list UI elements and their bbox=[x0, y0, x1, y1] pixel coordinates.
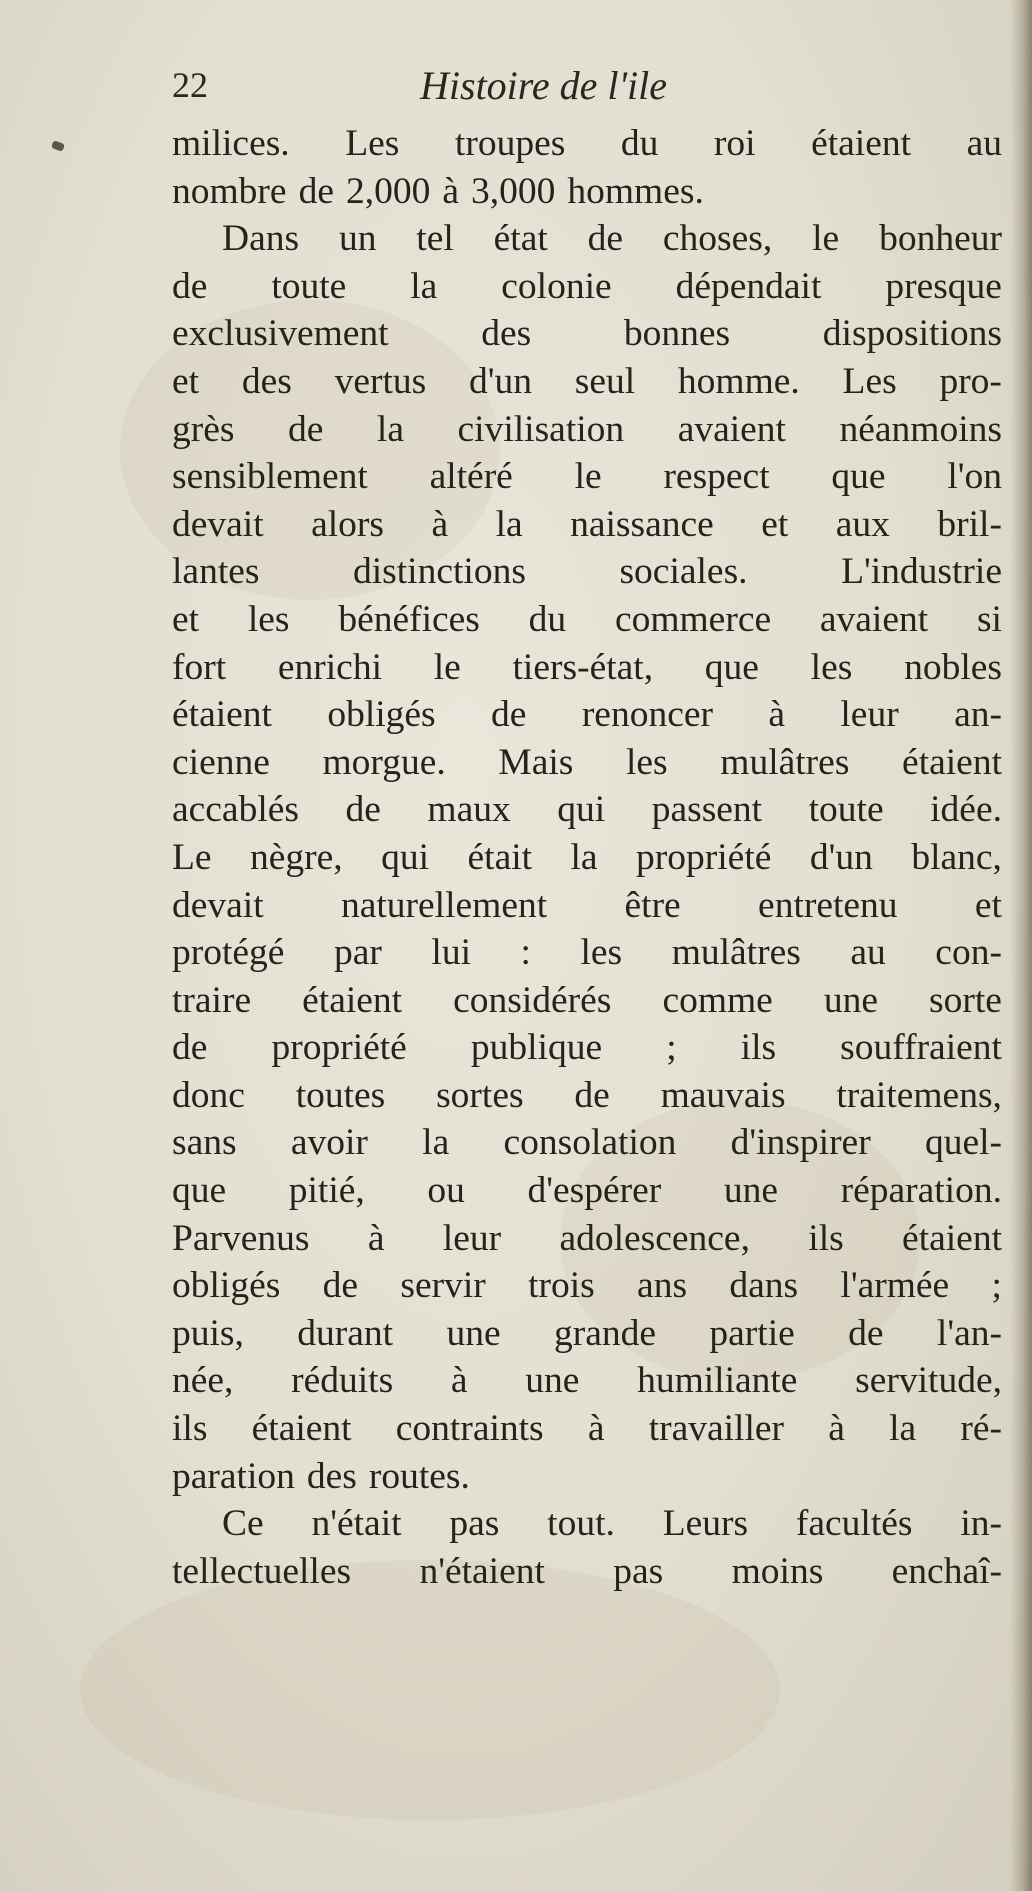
text-line: sensiblement altéré le respect que l'on bbox=[172, 456, 1002, 498]
text-line: devait naturellement être entretenu et bbox=[172, 884, 1002, 926]
page-header bbox=[172, 62, 1002, 114]
text-line: milices. Les troupes du roi étaient au bbox=[172, 123, 1002, 164]
text-line: que pitié, ou d'espérer une réparation. bbox=[172, 1170, 1002, 1212]
text-line: née, réduits à une humiliante servitude, bbox=[172, 1360, 1002, 1402]
text-line: Le nègre, qui était la propriété d'un blanc, bbox=[172, 836, 1002, 878]
text-line: protégé par lui : les mulâtres au con- bbox=[172, 932, 1002, 974]
paper-stain bbox=[80, 1560, 780, 1820]
text-line: exclusivement des bonnes dispositions bbox=[172, 313, 1002, 355]
text-line: de propriété publique ; ils souffraient bbox=[172, 1027, 1002, 1069]
text-line: fort enrichi le tiers-état, que les nobles bbox=[172, 646, 1002, 688]
body-text bbox=[172, 120, 1002, 1595]
margin-ink-mark bbox=[51, 140, 65, 152]
text-line: lantes distinctions sociales. L'industrie bbox=[172, 551, 1002, 593]
page-number: 22 bbox=[172, 65, 208, 105]
text-line: Parvenus à leur adolescence, ils étaient bbox=[172, 1217, 1002, 1259]
text-line: puis, durant une grande partie de l'an- bbox=[172, 1312, 1002, 1354]
text-line: nombre de 2,000 à 3,000 hommes. bbox=[172, 170, 704, 212]
text-line: étaient obligés de renoncer à leur an- bbox=[172, 694, 1002, 736]
page-edge-shadow bbox=[1010, 0, 1032, 1891]
text-line: paration des routes. bbox=[172, 1455, 470, 1497]
text-line: sans avoir la consolation d'inspirer quel- bbox=[172, 1122, 1002, 1164]
text-line: cienne morgue. Mais les mulâtres étaient bbox=[172, 741, 1002, 783]
text-line: devait alors à la naissance et aux bril- bbox=[172, 503, 1002, 545]
text-line: grès de la civilisation avaient néanmoins bbox=[172, 408, 1002, 450]
text-line: et les bénéfices du commerce avaient si bbox=[172, 598, 1002, 640]
running-head: Histoire de l'ile bbox=[420, 63, 668, 108]
text-line: accablés de maux qui passent toute idée. bbox=[172, 789, 1002, 831]
text-line: de toute la colonie dépendait presque bbox=[172, 265, 1002, 307]
text-line: obligés de servir trois ans dans l'armée ; bbox=[172, 1265, 1002, 1307]
text-line: ils étaient contraints à travailler à la ré- bbox=[172, 1408, 1002, 1450]
text-line: et des vertus d'un seul homme. Les pro- bbox=[172, 360, 1002, 402]
text-line: Ce n'était pas tout. Leurs facultés in- bbox=[222, 1503, 1002, 1545]
text-line: traire étaient considérés comme une sorte bbox=[172, 979, 1002, 1021]
text-line: tellectuelles n'étaient pas moins enchaî- bbox=[172, 1550, 1002, 1592]
text-line: Dans un tel état de choses, le bonheur bbox=[222, 218, 1002, 260]
text-line: donc toutes sortes de mauvais traitemens, bbox=[172, 1074, 1002, 1116]
